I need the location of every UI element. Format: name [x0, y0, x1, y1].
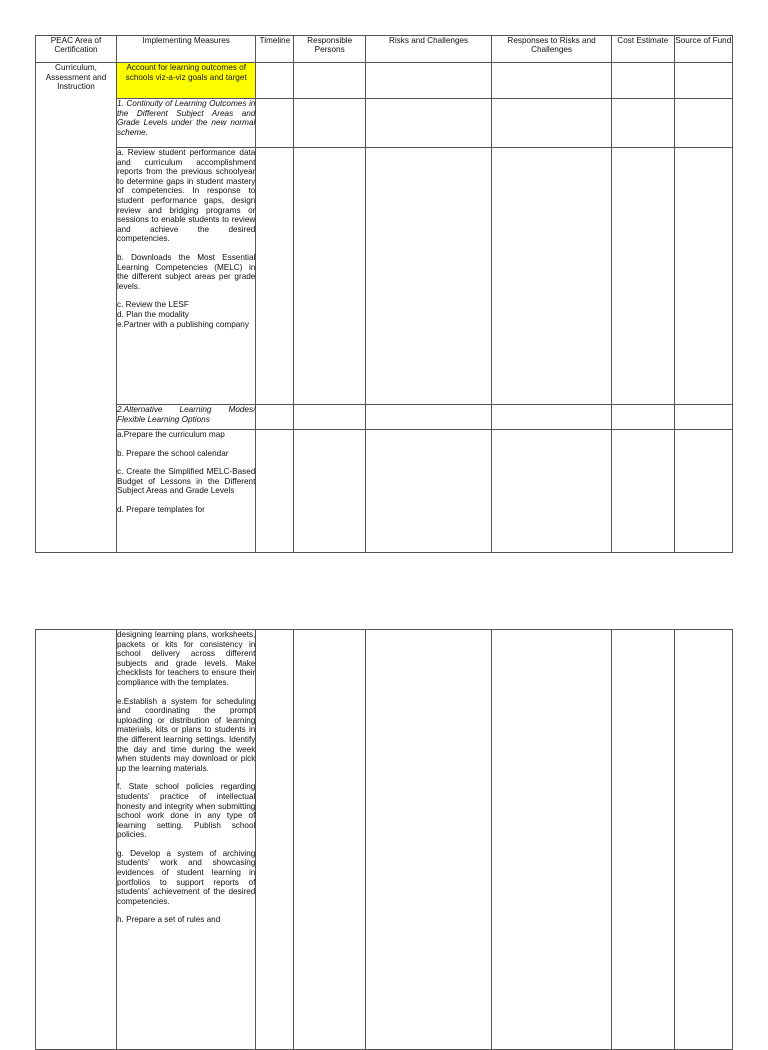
header-risks: Risks and Challenges — [366, 36, 492, 63]
measure-e: e.Establish a system for scheduling and coordinating the prompt uploading or distribution of learning materials, kits or plans to students in the different learning settings. Identify the day and time during the week when students may download or pick up the learning materials. — [116, 696, 256, 773]
measures-block-3 — [116, 630, 255, 1050]
measure-c: c. Create the Simplified MELC-Based Budget of Lessons in the Different Subject Areas and Grade Levels — [116, 467, 256, 496]
table-row — [36, 630, 733, 1050]
header-implementing-measures: Implementing Measures — [116, 36, 255, 63]
measure-g: g. Develop a system of archiving students’ work and showcasing evidences of student learning in portfolios to support reports of students’ achievement of the desired competencies. — [116, 848, 256, 906]
measure-a: a.Prepare the curriculum map — [116, 430, 225, 439]
measure-d: d. Prepare templates for — [116, 504, 205, 514]
header-responses: Responses to Risks and Challenges — [492, 36, 612, 63]
header-responsible-persons: Responsible Persons — [294, 36, 366, 63]
measure-b: b. Downloads the Most Essential Learning Competencies (MELC) in the different subject areas per grade levels. — [116, 252, 256, 291]
table-row — [36, 430, 733, 553]
table-row — [36, 63, 733, 99]
table-row — [36, 405, 733, 430]
header-row — [36, 36, 733, 63]
section-heading-1: 1. Continuity of Learning Outcomes in the Different Subject Areas and Grade Levels under the new normal scheme. — [116, 99, 255, 148]
measure-b: b. Prepare the school calendar — [116, 448, 229, 458]
measure-e: e.Partner with a publishing company — [116, 319, 249, 329]
header-cost-estimate: Cost Estimate — [612, 36, 675, 63]
measure-a: a. Review student performance data and curriculum accomplishment reports from the previous schoolyear to determine gaps in student mastery of competencies. In response to student performance gaps, design review and bridging programs or sessions to enable students to review and achieve the desired competencies. — [116, 148, 256, 244]
table-row — [36, 99, 733, 148]
measure-f: f. State school policies regarding students’ practice of intellectual honesty and integrity when submitting school work done in any type of learning setting. Publish school policies. — [116, 782, 256, 840]
header-timeline: Timeline — [256, 36, 294, 63]
table-row — [36, 148, 733, 405]
section-heading-2: 2.Alternative Learning Modes/ Flexible Learning Options — [116, 405, 255, 430]
peac-area-cell: Curriculum, Assessment and Instruction — [36, 63, 117, 553]
action-plan-table-continued — [35, 629, 733, 1050]
measures-block-1 — [116, 148, 255, 405]
header-source-of-fund: Source of Fund — [674, 36, 732, 63]
measure-h: h. Prepare a set of rules and — [116, 915, 221, 925]
measures-block-2 — [116, 430, 255, 553]
measure-d: d. Plan the modality — [116, 309, 189, 319]
measure-c: c. Review the LESF — [116, 300, 189, 310]
highlighted-goal: Account for learning outcomes of schools viz-a-viz goals and target — [116, 63, 255, 99]
action-plan-table — [35, 35, 733, 553]
header-peac-area: PEAC Area of Certification — [36, 36, 117, 63]
measure-d-continued: designing learning plans, worksheets, packets or kits for consistency in school delivery across different subjects and grade levels. Make checklists for teachers to ensure their compliance with the templates. — [116, 630, 256, 687]
